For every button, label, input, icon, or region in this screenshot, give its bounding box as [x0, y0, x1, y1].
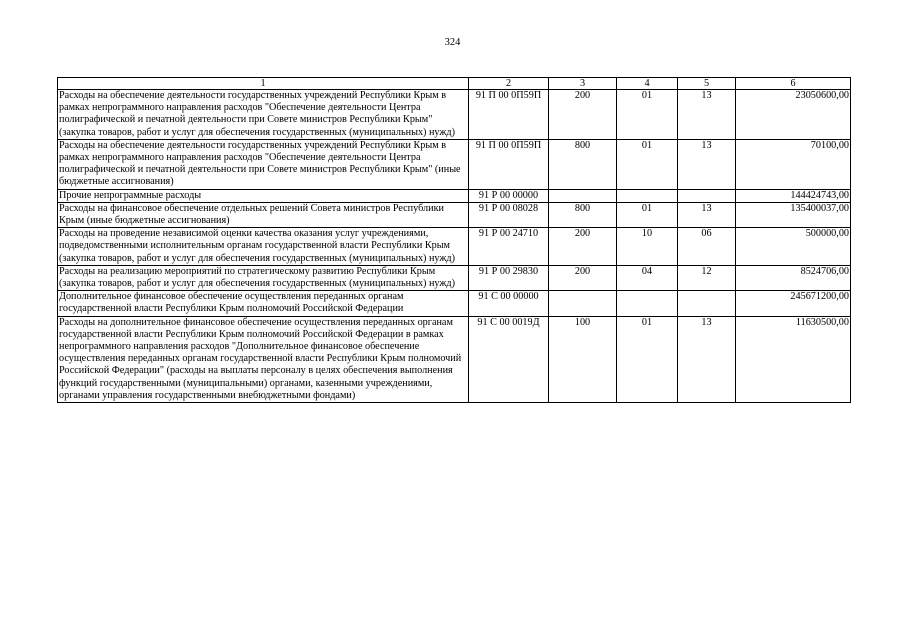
table-row [58, 265, 851, 290]
expense-type-cell: 200 [549, 265, 617, 290]
expense-type-cell: 100 [549, 316, 617, 402]
subsection-cell [678, 291, 736, 316]
table-row [58, 90, 851, 140]
subsection-cell [678, 189, 736, 202]
column-header: 4 [617, 78, 678, 90]
target-code-cell: 91 Р 00 29830 [469, 265, 549, 290]
table-header-row [58, 78, 851, 90]
budget-table [57, 77, 851, 403]
target-code-cell: 91 С 00 0019Д [469, 316, 549, 402]
expense-name-cell: Дополнительное финансовое обеспечение осуществления переданных органам государственной власти Республики Крым полномочий Российской Федерации [58, 291, 469, 316]
table-row [58, 316, 851, 402]
target-code-cell: 91 Р 00 00000 [469, 189, 549, 202]
table-row [58, 228, 851, 266]
section-cell: 01 [617, 139, 678, 189]
section-cell: 10 [617, 228, 678, 266]
section-cell: 01 [617, 316, 678, 402]
expense-name-cell: Расходы на финансовое обеспечение отдельных решений Совета министров Республики Крым (иные бюджетные ассигнования) [58, 202, 469, 227]
amount-cell: 144424743,00 [736, 189, 851, 202]
table-row [58, 291, 851, 316]
section-cell: 04 [617, 265, 678, 290]
expense-type-cell: 200 [549, 90, 617, 140]
amount-cell: 11630500,00 [736, 316, 851, 402]
section-cell: 01 [617, 90, 678, 140]
expense-type-cell: 800 [549, 202, 617, 227]
target-code-cell: 91 Р 00 24710 [469, 228, 549, 266]
expense-name-cell: Прочие непрограммные расходы [58, 189, 469, 202]
expense-type-cell: 800 [549, 139, 617, 189]
column-header: 3 [549, 78, 617, 90]
expense-type-cell: 200 [549, 228, 617, 266]
column-header: 6 [736, 78, 851, 90]
expense-type-cell [549, 189, 617, 202]
subsection-cell: 13 [678, 202, 736, 227]
column-header: 5 [678, 78, 736, 90]
section-cell [617, 291, 678, 316]
amount-cell: 245671200,00 [736, 291, 851, 316]
table-row [58, 139, 851, 189]
table-row [58, 202, 851, 227]
section-cell [617, 189, 678, 202]
subsection-cell: 13 [678, 90, 736, 140]
section-cell: 01 [617, 202, 678, 227]
subsection-cell: 12 [678, 265, 736, 290]
subsection-cell: 13 [678, 139, 736, 189]
amount-cell: 500000,00 [736, 228, 851, 266]
table-row [58, 189, 851, 202]
subsection-cell: 13 [678, 316, 736, 402]
expense-name-cell: Расходы на реализацию мероприятий по стратегическому развитию Республики Крым (закупка товаров, работ и услуг для обеспечения государственных (муниципальных) нужд) [58, 265, 469, 290]
target-code-cell: 91 С 00 00000 [469, 291, 549, 316]
target-code-cell: 91 П 00 0П59П [469, 90, 549, 140]
amount-cell: 135400037,00 [736, 202, 851, 227]
column-header: 2 [469, 78, 549, 90]
amount-cell: 23050600,00 [736, 90, 851, 140]
expense-type-cell [549, 291, 617, 316]
page-number: 324 [444, 37, 461, 48]
target-code-cell: 91 П 00 0П59П [469, 139, 549, 189]
target-code-cell: 91 Р 00 08028 [469, 202, 549, 227]
expense-name-cell: Расходы на проведение независимой оценки качества оказания услуг учреждениями, подведомственными исполнительным органам государственной власти Республики Крым (закупка товаров, работ и услуг для обеспечения государственных (муниципальных) нужд) [58, 228, 469, 266]
column-header: 1 [58, 78, 469, 90]
amount-cell: 8524706,00 [736, 265, 851, 290]
expense-name-cell: Расходы на дополнительное финансовое обеспечение осуществления переданных органам государственной власти Республики Крым полномочий Российской Федерации в рамках непрограммного направления расходов "Дополнительное финансовое обеспечение осуществления переданных органам государственной власти Республики Крым полномочий Российской Федерации" (расходы на выплаты персоналу в целях обеспечения выполнения функций государственными (муниципальными) органами, казенными учреждениями, органами управления государственными внебюджетными фондами) [58, 316, 469, 402]
expense-name-cell: Расходы на обеспечение деятельности государственных учреждений Республики Крым в рамках непрограммного направления расходов "Обеспечение деятельности Центра полиграфической и печатной деятельности при Совете министров Республики Крым" (закупка товаров, работ и услуг для обеспечения государственных (муниципальных) нужд) [58, 90, 469, 140]
subsection-cell: 06 [678, 228, 736, 266]
expense-name-cell: Расходы на обеспечение деятельности государственных учреждений Республики Крым в рамках непрограммного направления расходов "Обеспечение деятельности Центра полиграфической и печатной деятельности при Совете министров Республики Крым" (иные бюджетные ассигнования) [58, 139, 469, 189]
amount-cell: 70100,00 [736, 139, 851, 189]
